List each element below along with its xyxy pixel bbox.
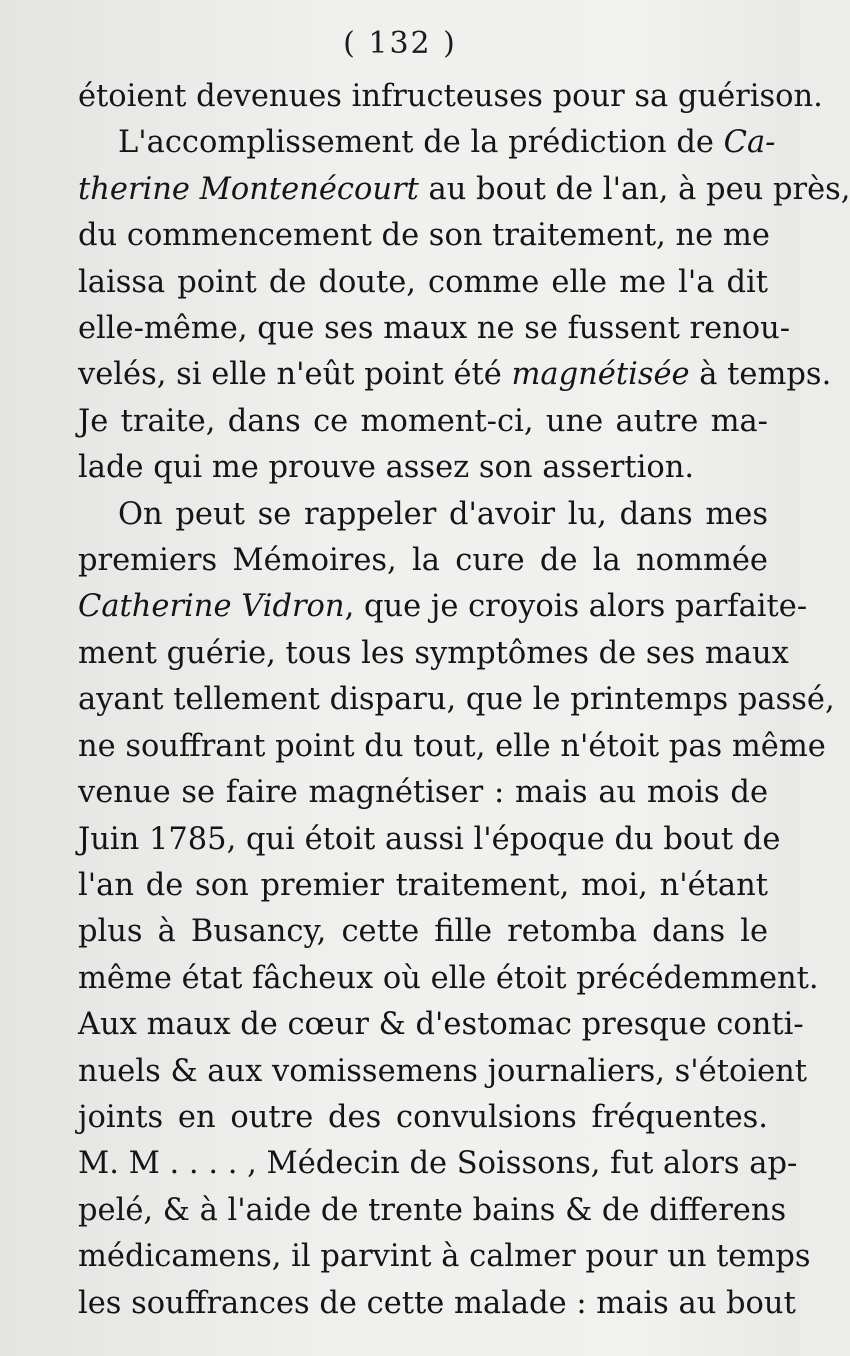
text-line: venue se faire magnétiser : mais au mois de xyxy=(78,775,768,811)
text-line: nuels & aux vomissemens journaliers, s'étoient xyxy=(78,1053,808,1089)
text-span: , que je croyois alors parfaite- xyxy=(344,589,808,625)
text-line: elle-même, que ses maux ne se fussent renou- xyxy=(78,311,791,347)
text-line: médicamens, il parvint à calmer pour un temps xyxy=(78,1239,811,1275)
text-line xyxy=(78,352,832,398)
text-line xyxy=(78,584,808,630)
text-span: à temps. xyxy=(689,357,832,393)
text-line: étoient devenues infructeuses pour sa guérison. xyxy=(78,79,823,114)
text-line: du commencement de son traitement, ne me xyxy=(78,218,770,254)
text-line: ayant tellement disparu, que le printemps passé, xyxy=(78,682,835,718)
text-line: laissa point de doute, comme elle me l'a dit xyxy=(78,264,768,300)
text-line: pelé, & à l'aide de trente bains & de differens xyxy=(78,1192,787,1228)
italic-span: Catherine Vidron xyxy=(78,589,345,625)
text-line: Aux maux de cœur & d'estomac presque conti- xyxy=(78,1007,804,1043)
text-line: même état fâcheux où elle étoit précédemment. xyxy=(78,960,819,996)
text-line: Juin 1785, qui étoit aussi l'époque du bout de xyxy=(78,821,781,857)
text-line: On peut se rappeler d'avoir lu, dans mes xyxy=(118,496,768,532)
text-span: L'accomplissement de la prédiction de xyxy=(118,125,724,161)
italic-span: therine Montenécourt xyxy=(78,171,419,207)
text-line: ne souffrant point du tout, elle n'étoit pas même xyxy=(78,728,826,764)
body-text xyxy=(78,74,850,1327)
text-line: M. M . . . . , Médecin de Soissons, fut alors ap- xyxy=(78,1146,798,1182)
text-line: lade qui me prouve assez son assertion. xyxy=(78,450,695,486)
text-line: ment guérie, tous les symptômes de ses maux xyxy=(78,635,789,671)
page-number: ( 132 ) xyxy=(343,26,457,61)
text-line xyxy=(78,120,776,166)
text-span: velés, si elle n'eût point été xyxy=(78,357,512,393)
text-line: l'an de son premier traitement, moi, n'étant xyxy=(78,867,768,903)
text-line: premiers Mémoires, la cure de la nommée xyxy=(78,543,768,579)
italic-span: magnétisée xyxy=(511,357,690,393)
text-line xyxy=(78,167,850,213)
text-line: plus à Busancy, cette fille retomba dans le xyxy=(78,914,768,950)
text-line: Je traite, dans ce moment-ci, une autre ma- xyxy=(78,403,768,439)
text-span: au bout de l'an, à peu près, xyxy=(418,171,850,207)
text-line: les souffrances de cette malade : mais au bout xyxy=(78,1285,796,1321)
italic-span: Ca- xyxy=(723,125,776,161)
text-line: joints en outre des convulsions fréquentes. xyxy=(78,1099,768,1135)
